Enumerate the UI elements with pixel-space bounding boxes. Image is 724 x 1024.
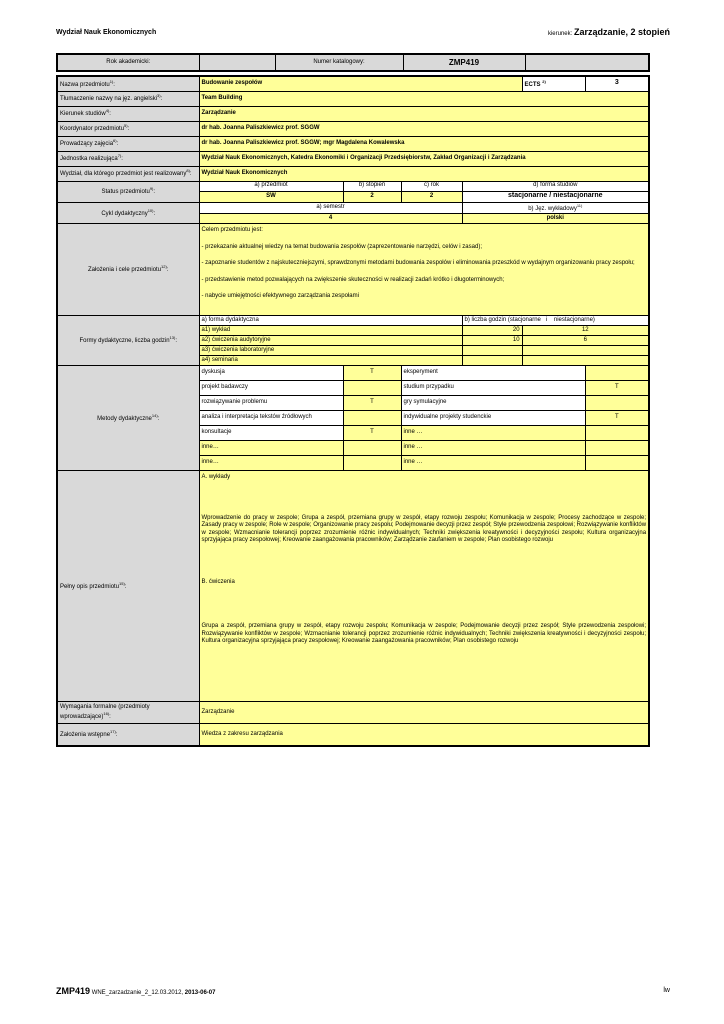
method-right-value [585,366,649,381]
cycle-v-b: polski [462,214,649,224]
method-left: inne… [199,441,343,456]
faculty-header: Wydział Nauk Ekonomicznych [56,29,157,36]
goals-label: Założenia i cele przedmiotu$^{12)}$: [57,224,199,316]
method-right-value: T [585,411,649,426]
unit-label: Jednostka realizująca$^{7)}$: [57,151,199,166]
requirements-value: Zarządzanie [199,702,649,724]
goals-line: - przedstawienie metod pozwalających na zwiększenie skuteczności w realizacji zadań krótko i długoterminowych; [201,276,505,283]
footer-code: ZMP419 [56,986,91,996]
methods-label: Metody dydaktyczne$^{14)}$: [57,366,199,471]
method-right: studium przypadku [401,381,585,396]
faculty-for-label: Wydział, dla którego przedmiot jest realizowany$^{8)}$: [57,166,199,181]
prereq-label: Założenia wstępne$^{17)}$: [57,724,199,746]
catalog-label: Numer katalogowy: [275,54,403,71]
method-left: rozwiązywanie problemu [199,396,343,411]
method-right: inne … [401,426,585,441]
direction-header [548,27,670,37]
method-left: analiza i interpretacja tekstów źródłowych [199,411,343,426]
method-left: konsultacje [199,426,343,441]
method-right-value: T [585,381,649,396]
forms-h-b: b) liczba godzin (stacjonarne i niestacjonarne) [462,316,649,326]
status-v-c: 2 [401,191,462,202]
method-right-value [585,456,649,471]
method-left: projekt badawczy [199,381,343,396]
form-hours-nst: 12 [522,326,649,336]
year-label: Rok akademicki: [57,54,199,71]
full-desc-label: Pełny opis przedmiotu$^{15)}$: [57,471,199,702]
status-label: Status przedmiotu$^{9)}$: [57,181,199,202]
teachers-label: Prowadzący zajęcia$^{6)}$: [57,136,199,151]
form-hours-st: 10 [462,336,522,346]
form-hours-st [462,356,522,366]
status-v-a: SW [199,191,343,202]
method-right: gry symulacyjne [401,396,585,411]
subject-name-value: Budowanie zespołów [199,76,522,91]
method-left: dyskusja [199,366,343,381]
goals-text [199,224,649,316]
direction-value: Zarządzanie, 2 stopień [573,27,670,37]
goals-line: - zapoznanie studentów z najskuteczniejszymi, sprawdzonymi metodami budowania zespołów i eliminowania przeszkód w wydajnym organizowaniu pracy zespołu; [201,260,635,266]
cycle-v-a: 4 [199,214,462,224]
goals-line: - przekazanie aktualnej wiedzy na temat budowania zespołów (zaprezentowanie narzędzi, celów i zasad); [201,243,482,250]
status-h-d: d) forma studiów [462,181,649,191]
full-desc-text [199,471,649,702]
translation-value: Team Building [199,91,649,106]
form-hours-nst: 6 [522,336,649,346]
method-left-value: T [343,366,401,381]
method-right: inne … [401,456,585,471]
status-h-c: c) rok [401,181,462,191]
faculty-for-value: Wydział Nauk Ekonomicznych [199,166,649,181]
method-left-value [343,381,401,396]
footer-file: WNE_zarzadzanie_2_12.03.2012, [91,990,184,996]
method-right-value [585,426,649,441]
method-left: inne… [199,456,343,471]
form-name: a2) ćwiczenia audytoryjne [199,336,462,346]
method-left-value: T [343,426,401,441]
method-right: inne … [401,441,585,456]
form-hours-st [462,346,522,356]
direction-label: kierunek: [547,31,573,37]
status-h-b: b) stopień [343,181,401,191]
method-right-value [585,441,649,456]
goals-line: - nabycie umiejętności efektywnego zarządzania zespołami [201,293,359,299]
subject-name-label: Nazwa przedmiotu$^{1)}$: [57,76,199,91]
goals-line: Celem przedmiotu jest: [201,227,263,233]
form-hours-nst [522,356,649,366]
status-h-a: a) przedmiot [199,181,343,191]
method-right: indywidualne projekty studenckie [401,411,585,426]
direction-row-value: Zarządzanie [199,106,649,121]
requirements-label: Wymagania formalne (przedmioty wprowadzające)$^{16)}$: [57,702,199,724]
method-right-value [585,396,649,411]
prereq-value: Wiedza z zakresu zarządzania [199,724,649,746]
catalog-value: ZMP419 [403,54,525,71]
method-left-value [343,441,401,456]
method-left-value [343,456,401,471]
cycle-h-b: b) Jęz. wykładowy$^{11)}$ [462,202,649,214]
cycle-label: Cykl dydaktyczny$^{10)}$: [57,202,199,224]
method-left-value [343,411,401,426]
exercises-heading: B. ćwiczenia [201,578,235,585]
form-name: a3) ćwiczenia laboratoryjne [199,346,462,356]
footer-date: 2013-06-07 [184,990,216,996]
teachers-value: dr hab. Joanna Paliszkiewicz prof. SGGW; mgr Magdalena Kowalewska [199,136,649,151]
ects-label: ECTS $^{2)}$ [522,76,585,91]
exercises-content: Grupa a zespół, przemiana grupy w zespół, etapy rozwoju zespołu; Komunikacja w zespole; Podejmowanie decyzji przez zespół; Style przewodzenia zespołowi; Rozwiązywanie konfliktów w zespole; Wzmacnianie tolerancji poprzez zrozumienie różnic indywidualnych; Techniki zwiększenia kreatywności i decyzyjności zespołu; Kultura organizacyjna sprzyjająca pracy zespołowej; Kreowanie zaangażowania pracowników; Plan osobistego rozwoju [201,623,647,644]
coordinator-label: Koordynator przedmiotu$^{5)}$: [57,121,199,136]
lecture-content: Wprowadzenie do pracy w zespole; Grupa a zespół, przemiana grupy w zespół, etapy rozwoju zespołu; Komunikacja w zespole; Procesy zachodzące w zespole; Zasady pracy w zespole; Role w zespole; Organizowanie pracy zespołu; Podejmowanie decyzji przez zespół; Style przewodzenia zespołowi; Rozwiązywanie konfliktów w zespole; Wzmacnianie tolerancji poprzez zrozumienie różnic indywidualnych; Techniki zwiększenia kreatywności i decyzyjności zespołu; Kultura organizacyjna sprzyjająca pracy zespołowej; Kreowanie zaangażowania pracowników; Zarządzanie zaufaniem w zespole; Plan osobistego rozwoju [201,514,647,543]
ects-value: 3 [585,76,649,91]
form-hours-nst [522,346,649,356]
forms-label: Formy dydaktyczne, liczba godzin$^{13)}$: [57,316,199,366]
method-left-value: T [343,396,401,411]
main-table [56,75,650,747]
group-value [199,54,275,71]
status-v-d: stacjonarne / niestacjonarne [462,191,649,202]
form-hours-st: 20 [462,326,522,336]
method-right: eksperyment [401,366,585,381]
translation-label: Tłumaczenie nazwy na jęz. angielski$^{3)}$: [57,91,199,106]
lecture-heading: A. wykłady [201,474,231,480]
form-name: a1) wykład [199,326,462,336]
direction-row-label: Kierunek studiów$^{4)}$: [57,106,199,121]
form-name: a4) seminaria [199,356,462,366]
footer [56,986,215,996]
forms-h-a: a) forma dydaktyczna [199,316,462,326]
unit-value: Wydział Nauk Ekonomicznych, Katedra Ekonomiki i Organizacji Przedsiębiorstw, Zakład Organizacji i Zarządzania [199,151,649,166]
status-v-b: 2 [343,191,401,202]
cycle-h-a: a) semestr [199,202,462,214]
footer-initials: lw [663,987,670,994]
topbar-table [56,53,650,72]
coordinator-value: dr hab. Joanna Paliszkiewicz prof. SGGW [199,121,649,136]
